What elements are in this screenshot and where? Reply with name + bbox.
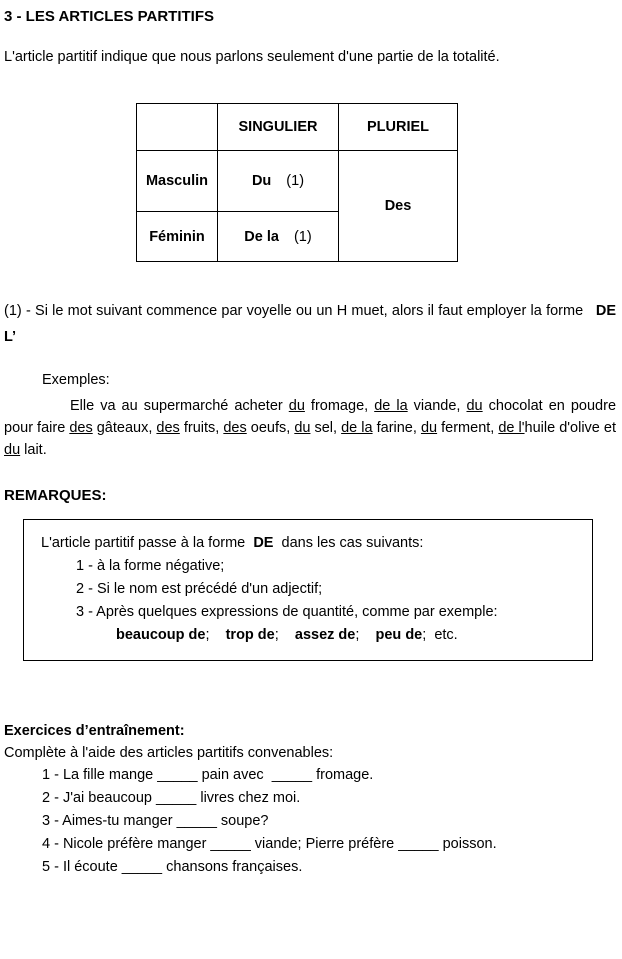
remarks-item-3: 3 - Après quelques expressions de quantité, comme par exemple: (76, 604, 498, 620)
remarks-box (23, 519, 593, 661)
table-value-dela: De la (244, 228, 279, 245)
exercise-item-2: 2 - J'ai beaucoup _____ livres chez moi. (42, 790, 301, 806)
table-cell-dela (218, 212, 339, 262)
remarks-quantity-line: beaucoup de; trop de; assez de; peu de; etc. (116, 627, 458, 643)
table-cell-du (218, 151, 339, 212)
exercise-item-5: 5 - Il écoute _____ chansons françaises. (42, 859, 303, 875)
examples-paragraph: Elle va au supermarché acheter du fromage, de la viande, du chocolat en poudre pour faire des gâteaux, des fruits, des oeufs, du sel, de la farine, du ferment, de l'huile d'olive et du lait. (4, 398, 617, 458)
exercise-item-4: 4 - Nicole préfère manger _____ viande; Pierre préfère _____ poisson. (42, 836, 497, 852)
table-note-du: (1) (286, 173, 305, 189)
intro-paragraph: L'article partitif indique que nous parlons seulement d'une partie de la totalité. (4, 49, 500, 65)
partitive-articles-table (136, 103, 458, 262)
exercises-heading: Exercices d’entraînement: (4, 723, 185, 739)
remarks-item-2: 2 - Si le nom est précédé d'un adjectif; (76, 581, 323, 597)
table-header-empty (137, 104, 218, 151)
table-note-dela: (1) (293, 228, 312, 245)
exercises-instruction: Complète à l'aide des articles partitifs convenables: (4, 745, 334, 761)
table-header-singulier: SINGULIER (218, 104, 339, 151)
table-header-row (137, 104, 458, 151)
page-title: 3 - LES ARTICLES PARTITIFS (4, 8, 215, 25)
exercise-item-3: 3 - Aimes-tu manger _____ soupe? (42, 813, 269, 829)
remarks-item-1: 1 - à la forme négative; (76, 558, 225, 574)
footnote-paragraph: (1) - Si le mot suivant commence par voyelle ou un H muet, alors il faut employer la forme DE L’ (4, 303, 616, 345)
remarques-heading: REMARQUES: (4, 487, 107, 504)
table-row-masculin (137, 151, 458, 212)
table-value-du: Du (251, 173, 272, 189)
table-label-feminin: Féminin (137, 212, 218, 262)
remarks-intro: L'article partitif passe à la forme DE dans les cas suivants: (41, 535, 424, 551)
table-cell-des: Des (339, 151, 458, 262)
examples-label: Exemples: (42, 372, 110, 388)
table-header-pluriel: PLURIEL (339, 104, 458, 151)
table-label-masculin: Masculin (137, 151, 218, 212)
exercise-item-1: 1 - La fille mange _____ pain avec _____ fromage. (42, 767, 374, 783)
